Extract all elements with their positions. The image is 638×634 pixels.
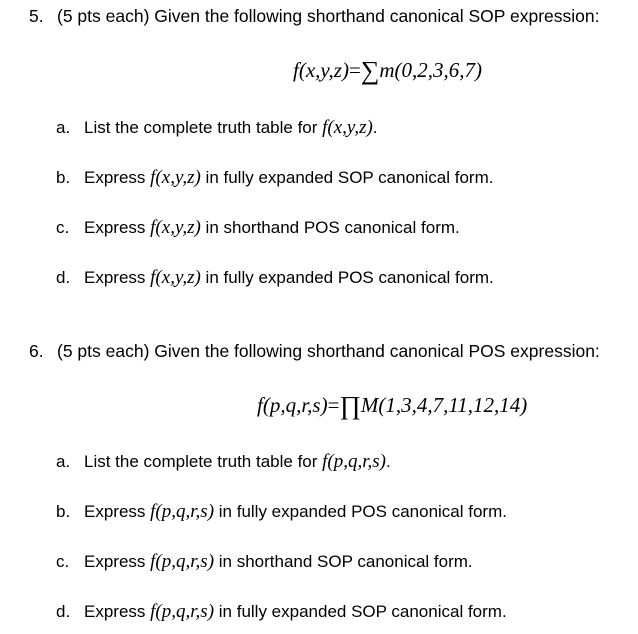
sop-formula bbox=[293, 56, 482, 86]
formula-rhs: m(0,2,3,6,7) bbox=[379, 58, 483, 82]
question-5-part-a bbox=[56, 117, 378, 139]
part-label: a. bbox=[56, 452, 71, 471]
part-text-after: . bbox=[386, 452, 391, 471]
part-text-before: List the complete truth table for bbox=[84, 452, 318, 471]
formula-lhs: f(p,q,r,s) bbox=[257, 393, 328, 417]
part-label: a. bbox=[56, 118, 71, 137]
part-function: f(x,y,z) bbox=[150, 167, 201, 188]
part-text-before: Express bbox=[84, 268, 146, 287]
part-text-after: in shorthand SOP canonical form. bbox=[218, 552, 473, 571]
part-function: f(x,y,z) bbox=[322, 117, 373, 138]
part-label: c. bbox=[56, 552, 70, 571]
question-6-part-a bbox=[56, 451, 391, 473]
formula-equals: = bbox=[348, 58, 361, 82]
part-text-before: Express bbox=[84, 552, 146, 571]
formula-lhs: f(x,y,z) bbox=[293, 58, 349, 82]
part-function: f(x,y,z) bbox=[150, 267, 201, 288]
part-label: c. bbox=[56, 218, 70, 237]
part-text-before: List the complete truth table for bbox=[84, 118, 318, 137]
formula-equals: = bbox=[327, 393, 340, 417]
question-6-part-b bbox=[56, 501, 507, 523]
part-text-before: Express bbox=[84, 218, 146, 237]
part-text-after: in fully expanded POS canonical form. bbox=[205, 268, 494, 287]
part-text-after: . bbox=[372, 118, 378, 137]
part-function: f(p,q,r,s) bbox=[322, 451, 387, 472]
question-text: (5 pts each) Given the following shorthand canonical POS expression: bbox=[57, 341, 600, 361]
part-label: b. bbox=[56, 168, 71, 187]
part-text-after: in fully expanded POS canonical form. bbox=[218, 502, 507, 521]
pos-formula bbox=[257, 391, 527, 421]
question-text: (5 pts each) Given the following shorthand canonical SOP expression: bbox=[57, 6, 600, 26]
question-6-header bbox=[29, 341, 600, 362]
part-text-before: Express bbox=[84, 168, 146, 187]
question-number: 5. bbox=[29, 6, 44, 26]
product-symbol-icon: ∏ bbox=[339, 391, 361, 420]
part-function: f(x,y,z) bbox=[150, 217, 201, 238]
part-label: d. bbox=[56, 602, 71, 621]
question-6-part-c bbox=[56, 551, 473, 573]
formula-rhs: M(1,3,4,7,11,12,14) bbox=[360, 393, 528, 417]
part-text-after: in shorthand POS canonical form. bbox=[205, 218, 460, 237]
part-function: f(p,q,r,s) bbox=[150, 601, 215, 622]
sum-symbol-icon: ∑ bbox=[360, 56, 380, 85]
part-function: f(p,q,r,s) bbox=[150, 501, 215, 522]
part-function: f(p,q,r,s) bbox=[150, 551, 215, 572]
question-5-part-c bbox=[56, 217, 460, 239]
question-5-part-b bbox=[56, 167, 493, 189]
part-text-after: in fully expanded SOP canonical form. bbox=[218, 602, 507, 621]
question-5-part-d bbox=[56, 267, 494, 289]
part-label: d. bbox=[56, 268, 71, 287]
part-text-before: Express bbox=[84, 502, 146, 521]
part-text-before: Express bbox=[84, 602, 146, 621]
part-label: b. bbox=[56, 502, 71, 521]
question-number: 6. bbox=[29, 341, 44, 361]
part-text-after: in fully expanded SOP canonical form. bbox=[205, 168, 494, 187]
question-5-header bbox=[29, 6, 599, 27]
question-6-part-d bbox=[56, 601, 507, 623]
